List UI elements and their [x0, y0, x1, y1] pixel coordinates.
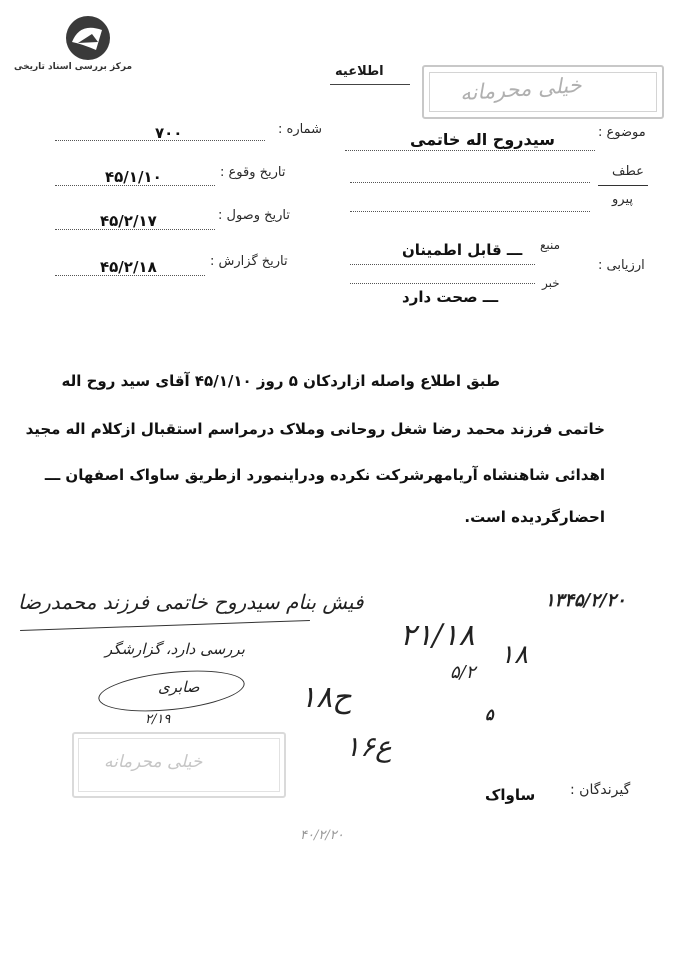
handwriting-ref-right: ۲۱/۱۸ — [400, 618, 475, 653]
body-line-3: اهدائی شاهنشاه آریامهرشرکت نکرده ودراینمورد ازطریق ساواک اصفهان ـــ — [44, 466, 605, 484]
handwriting-sig-ar: ح۱۸ — [300, 680, 352, 715]
classification-stamp — [422, 65, 664, 119]
faded-classification-stamp-text: خیلی محرمانه — [104, 752, 203, 772]
recipients-value: ساواک — [485, 786, 536, 804]
field-atf-dots — [350, 182, 590, 183]
field-peyro-dots — [350, 211, 590, 212]
field-arzyabi-label: ارزیابی : — [598, 258, 645, 273]
field-number-value: ۷۰۰ — [155, 124, 183, 142]
field-khabar-dots — [350, 283, 535, 284]
handwriting-line-2: بررسی دارد، گزارشگر — [105, 640, 245, 658]
faded-classification-stamp — [72, 732, 286, 798]
handwriting-num-a: ۵/۲ — [450, 662, 476, 683]
handwriting-underline — [20, 620, 310, 631]
body-line-1: طبق اطلاع واصله ازاردکان ۵ روز ۴۵/۱/۱۰ آقای سید روح اله — [61, 372, 500, 390]
handwriting-line-1: فیش بنام سیدروح خاتمی فرزند محمدرضا — [18, 590, 364, 614]
field-subject-dots — [345, 150, 595, 151]
handwriting-num-b: ۱۸ — [500, 640, 528, 670]
handwriting-sig-ba: ع۱۶ — [345, 730, 392, 763]
field-khabar-label: خبر — [542, 276, 560, 290]
handwriting-under-oval: ۲/۱۹ — [145, 712, 171, 727]
field-receive-date-value: ۴۵/۲/۱۷ — [100, 212, 157, 230]
field-khabar-value: ـــ صحت دارد — [402, 288, 499, 306]
logo — [14, 12, 133, 72]
field-event-date-label: تاریخ وقوع : — [220, 165, 286, 180]
field-manba-value: ـــ قابل اطمینان — [402, 241, 523, 259]
field-number-label: شماره : — [278, 122, 322, 137]
classification-stamp-text: خیلی محرمانه — [459, 72, 583, 106]
signature-oval-name: صابری — [158, 678, 200, 696]
field-manba-label: منبع — [540, 238, 561, 252]
field-subject-label: موضوع : — [598, 125, 646, 140]
handwriting-mark: ۵ — [485, 705, 494, 724]
doc-type-title: اطلاعیه — [335, 64, 384, 79]
field-atf-underline — [598, 185, 648, 186]
doc-type-underline — [330, 84, 410, 85]
field-subject-value: سیدروح اله خاتمی — [410, 130, 555, 149]
body-line-2: خاتمی فرزند محمد رضا شغل روحانی وملاک درمراسم استقبال ازکلام اله مجید — [25, 420, 605, 438]
field-atf-label: عطف — [612, 164, 644, 179]
logo-caption: مرکز بررسی اسناد تاریخی — [14, 62, 133, 72]
field-receive-date-label: تاریخ وصول : — [218, 208, 290, 223]
body-line-4: احضارگردیده است. — [464, 508, 605, 526]
recipients-label: گیرندگان : — [570, 782, 631, 798]
field-manba-dots — [350, 264, 535, 265]
field-report-date-label: تاریخ گزارش : — [210, 254, 288, 269]
field-event-date-value: ۴۵/۱/۱۰ — [105, 168, 162, 186]
bottom-faint-note: ۴۰/۲/۲۰ — [300, 828, 344, 843]
field-report-date-value: ۴۵/۲/۱۸ — [100, 258, 157, 276]
handwritten-date: ۱۳۴۵/۲/۲۰ — [545, 590, 626, 611]
field-peyro-label: پیرو — [612, 192, 633, 207]
